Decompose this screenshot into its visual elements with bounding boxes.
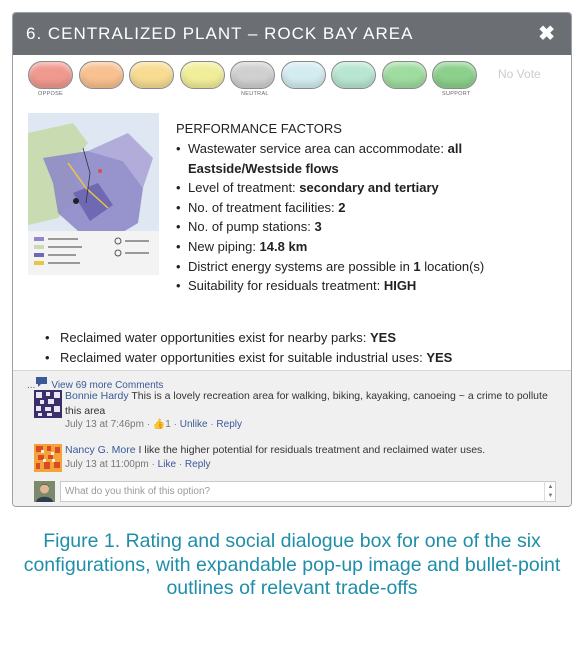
performance-heading: PERFORMANCE FACTORS bbox=[176, 121, 342, 136]
reply-row bbox=[34, 481, 556, 501]
comment-body bbox=[65, 443, 549, 472]
service-area-map-image[interactable] bbox=[28, 113, 159, 275]
factor-value: 1 bbox=[413, 258, 421, 274]
factor-value: all Eastside/Westside flows bbox=[188, 141, 463, 176]
comment-author[interactable]: Nancy G. More bbox=[65, 444, 136, 456]
factor-label: District energy systems are possible in bbox=[188, 258, 414, 274]
scale-label-neutral: NEUTRAL bbox=[241, 91, 269, 97]
scale-label-support: SUPPORT bbox=[442, 91, 471, 97]
factor-label: Reclaimed water opportunities exist for nearby parks: bbox=[60, 330, 370, 345]
thumbs-up-icon: 👍 bbox=[152, 419, 166, 430]
performance-panel bbox=[13, 105, 571, 371]
comment-time: July 13 at 11:00pm bbox=[65, 458, 149, 470]
factor-label: No. of pump stations: bbox=[188, 219, 315, 235]
comment-author[interactable]: Bonnie Hardy bbox=[65, 390, 129, 402]
dialog-title: 6. CENTRALIZED PLANT – ROCK BAY AREA bbox=[26, 24, 414, 43]
rating-dialog bbox=[12, 12, 572, 507]
rating-button[interactable] bbox=[129, 61, 174, 89]
close-icon[interactable]: ✖ bbox=[538, 23, 555, 45]
factor-label: Reclaimed water opportunities exist for suitable industrial uses: bbox=[60, 349, 427, 365]
factor-value: 2 bbox=[338, 199, 346, 215]
rating-buttons bbox=[28, 61, 571, 89]
comments-section bbox=[13, 371, 571, 507]
rating-button[interactable] bbox=[79, 61, 124, 89]
comment-bubble-icon bbox=[36, 377, 47, 387]
dialog-titlebar bbox=[13, 13, 571, 55]
performance-factor-item bbox=[176, 178, 556, 198]
performance-list bbox=[176, 139, 556, 296]
factor-value: secondary and tertiary bbox=[299, 180, 439, 196]
performance-factor-item bbox=[176, 257, 556, 277]
avatar[interactable] bbox=[34, 444, 62, 472]
user-avatar bbox=[34, 481, 55, 502]
like-count: 1 bbox=[165, 419, 171, 430]
factor-label: Wastewater service area can accommodate: bbox=[188, 141, 448, 156]
view-more-label: View 69 more Comments bbox=[51, 379, 164, 391]
factor-value: 14.8 km bbox=[259, 238, 308, 254]
avatar[interactable] bbox=[34, 390, 62, 418]
factor-label: Level of treatment: bbox=[188, 180, 300, 196]
rating-scale bbox=[13, 55, 571, 105]
rating-button[interactable] bbox=[331, 61, 376, 89]
comment-meta: July 13 at 11:00pm · Like · Reply bbox=[65, 458, 211, 470]
comment-input[interactable]: What do you think of this option? bbox=[60, 481, 556, 502]
comment-text: I like the higher potential for residuals treatment and reclaimed water uses. bbox=[138, 444, 486, 456]
factor-value: YES bbox=[369, 330, 396, 345]
performance-factor-item bbox=[176, 139, 556, 178]
reclaimed-water-list bbox=[45, 328, 555, 367]
rating-button[interactable] bbox=[230, 61, 275, 89]
performance-factor-item bbox=[176, 276, 556, 296]
factor-value: YES bbox=[426, 349, 453, 365]
comment-body bbox=[65, 389, 549, 433]
factor-suffix: location(s) bbox=[420, 258, 485, 274]
no-vote-button[interactable]: No Vote bbox=[498, 67, 541, 81]
factor-value: 3 bbox=[314, 219, 322, 235]
rating-button[interactable] bbox=[382, 61, 427, 89]
comment-text: This is a lovely recreation area for walking, biking, kayaking, canoeing ~ a crime to pollute this area bbox=[65, 390, 548, 417]
like-link[interactable]: Like bbox=[157, 458, 177, 470]
factor-value: HIGH bbox=[383, 278, 417, 294]
comment-meta: July 13 at 7:46pm · 👍1 · Unlike · Reply bbox=[65, 419, 242, 430]
factor-label: Suitability for residuals treatment: bbox=[188, 278, 384, 294]
comment-time: July 13 at 7:46pm bbox=[65, 419, 144, 430]
figure-caption: Figure 1. Rating and social dialogue box for one of the six configurations, with expandable pop-up image and bullet-point outlines of relevant trade-offs bbox=[23, 530, 561, 599]
reply-link[interactable]: Reply bbox=[184, 458, 211, 470]
performance-factor-item bbox=[176, 198, 556, 218]
scale-label-oppose: OPPOSE bbox=[38, 91, 64, 97]
rating-button[interactable] bbox=[180, 61, 225, 89]
performance-factor-item bbox=[176, 237, 556, 257]
ellipsis: ... bbox=[27, 379, 36, 391]
performance-factor-item bbox=[45, 348, 555, 368]
rating-button[interactable] bbox=[281, 61, 326, 89]
rating-button[interactable] bbox=[432, 61, 477, 89]
factor-label: No. of treatment facilities: bbox=[188, 199, 339, 215]
rating-button[interactable] bbox=[28, 61, 73, 89]
unlike-link[interactable]: Unlike bbox=[179, 419, 208, 430]
factor-label: New piping: bbox=[188, 238, 260, 254]
performance-factor-item bbox=[176, 217, 556, 237]
performance-factor-item bbox=[45, 328, 555, 348]
resize-stepper-icon[interactable]: ▲ ▼ bbox=[544, 481, 556, 502]
reply-link[interactable]: Reply bbox=[216, 419, 242, 430]
